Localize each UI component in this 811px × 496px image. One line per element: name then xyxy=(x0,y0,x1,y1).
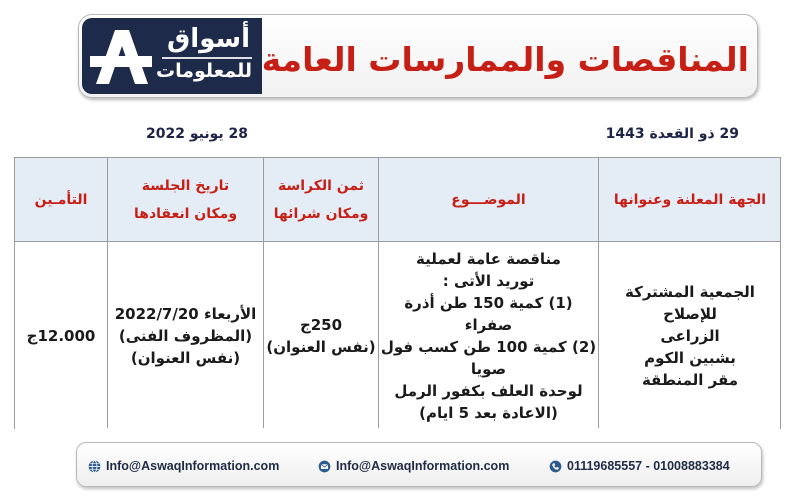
logo-text-bottom: للمعلومات xyxy=(155,60,252,82)
header-subject: الموضـــوع xyxy=(451,192,526,208)
contact-email[interactable] xyxy=(318,458,509,474)
logo xyxy=(82,18,262,94)
phone-numbers: 01119685557 - 01008883384 xyxy=(567,459,730,473)
envelope-icon xyxy=(318,460,331,473)
phone-icon xyxy=(549,460,562,473)
header-insurance: التأمـين xyxy=(34,192,88,208)
column-divider xyxy=(263,158,264,428)
table-row xyxy=(15,242,780,429)
tenders-table xyxy=(14,157,781,429)
cell-session: الأربعاء 2022/7/20 (المظروف الفنى) (نفس العنوان) xyxy=(114,304,257,367)
globe-icon xyxy=(88,460,101,473)
header-entity: الجهة المعلنة وعنوانها xyxy=(613,192,767,208)
header-session: تاريخ الجلسة ومكان انعقادها xyxy=(133,178,238,222)
cell-subject: مناقصة عامة لعملية توريد الأتى : (1) كمية 150 طن أذرة صفراء (2) كمية 100 طن كسب فول صويا لوحدة العلف بكفور الرمل (الاعادة بعد 5 ايام) xyxy=(380,249,597,422)
column-divider xyxy=(598,158,599,428)
email-address: Info@AswaqInformation.com xyxy=(336,459,510,473)
web-address: Info@AswaqInformation.com xyxy=(106,459,280,473)
column-divider xyxy=(107,158,108,428)
table-header-row xyxy=(15,158,780,242)
hijri-date: 29 ذو القعدة 1443 xyxy=(605,126,739,142)
column-divider xyxy=(378,158,379,428)
cell-price: 250ج (نفس العنوان) xyxy=(266,315,376,356)
header-price: ثمن الكراسة ومكان شرائها xyxy=(273,178,369,222)
cell-entity: الجمعية المشتركة للإصلاح الزراعى بشبين الكوم مقر المنطقة xyxy=(625,282,755,389)
aswaq-logo-icon xyxy=(90,26,152,88)
logo-text-top: أسواق xyxy=(167,24,250,54)
contact-phone[interactable] xyxy=(549,458,730,474)
contact-web[interactable] xyxy=(88,458,279,474)
cell-insurance: 12.000ج xyxy=(26,326,96,345)
gregorian-date: 28 يونيو 2022 xyxy=(146,126,248,142)
logo-underline xyxy=(162,57,252,59)
page-title: المناقصات والممارسات العامة xyxy=(261,40,749,79)
